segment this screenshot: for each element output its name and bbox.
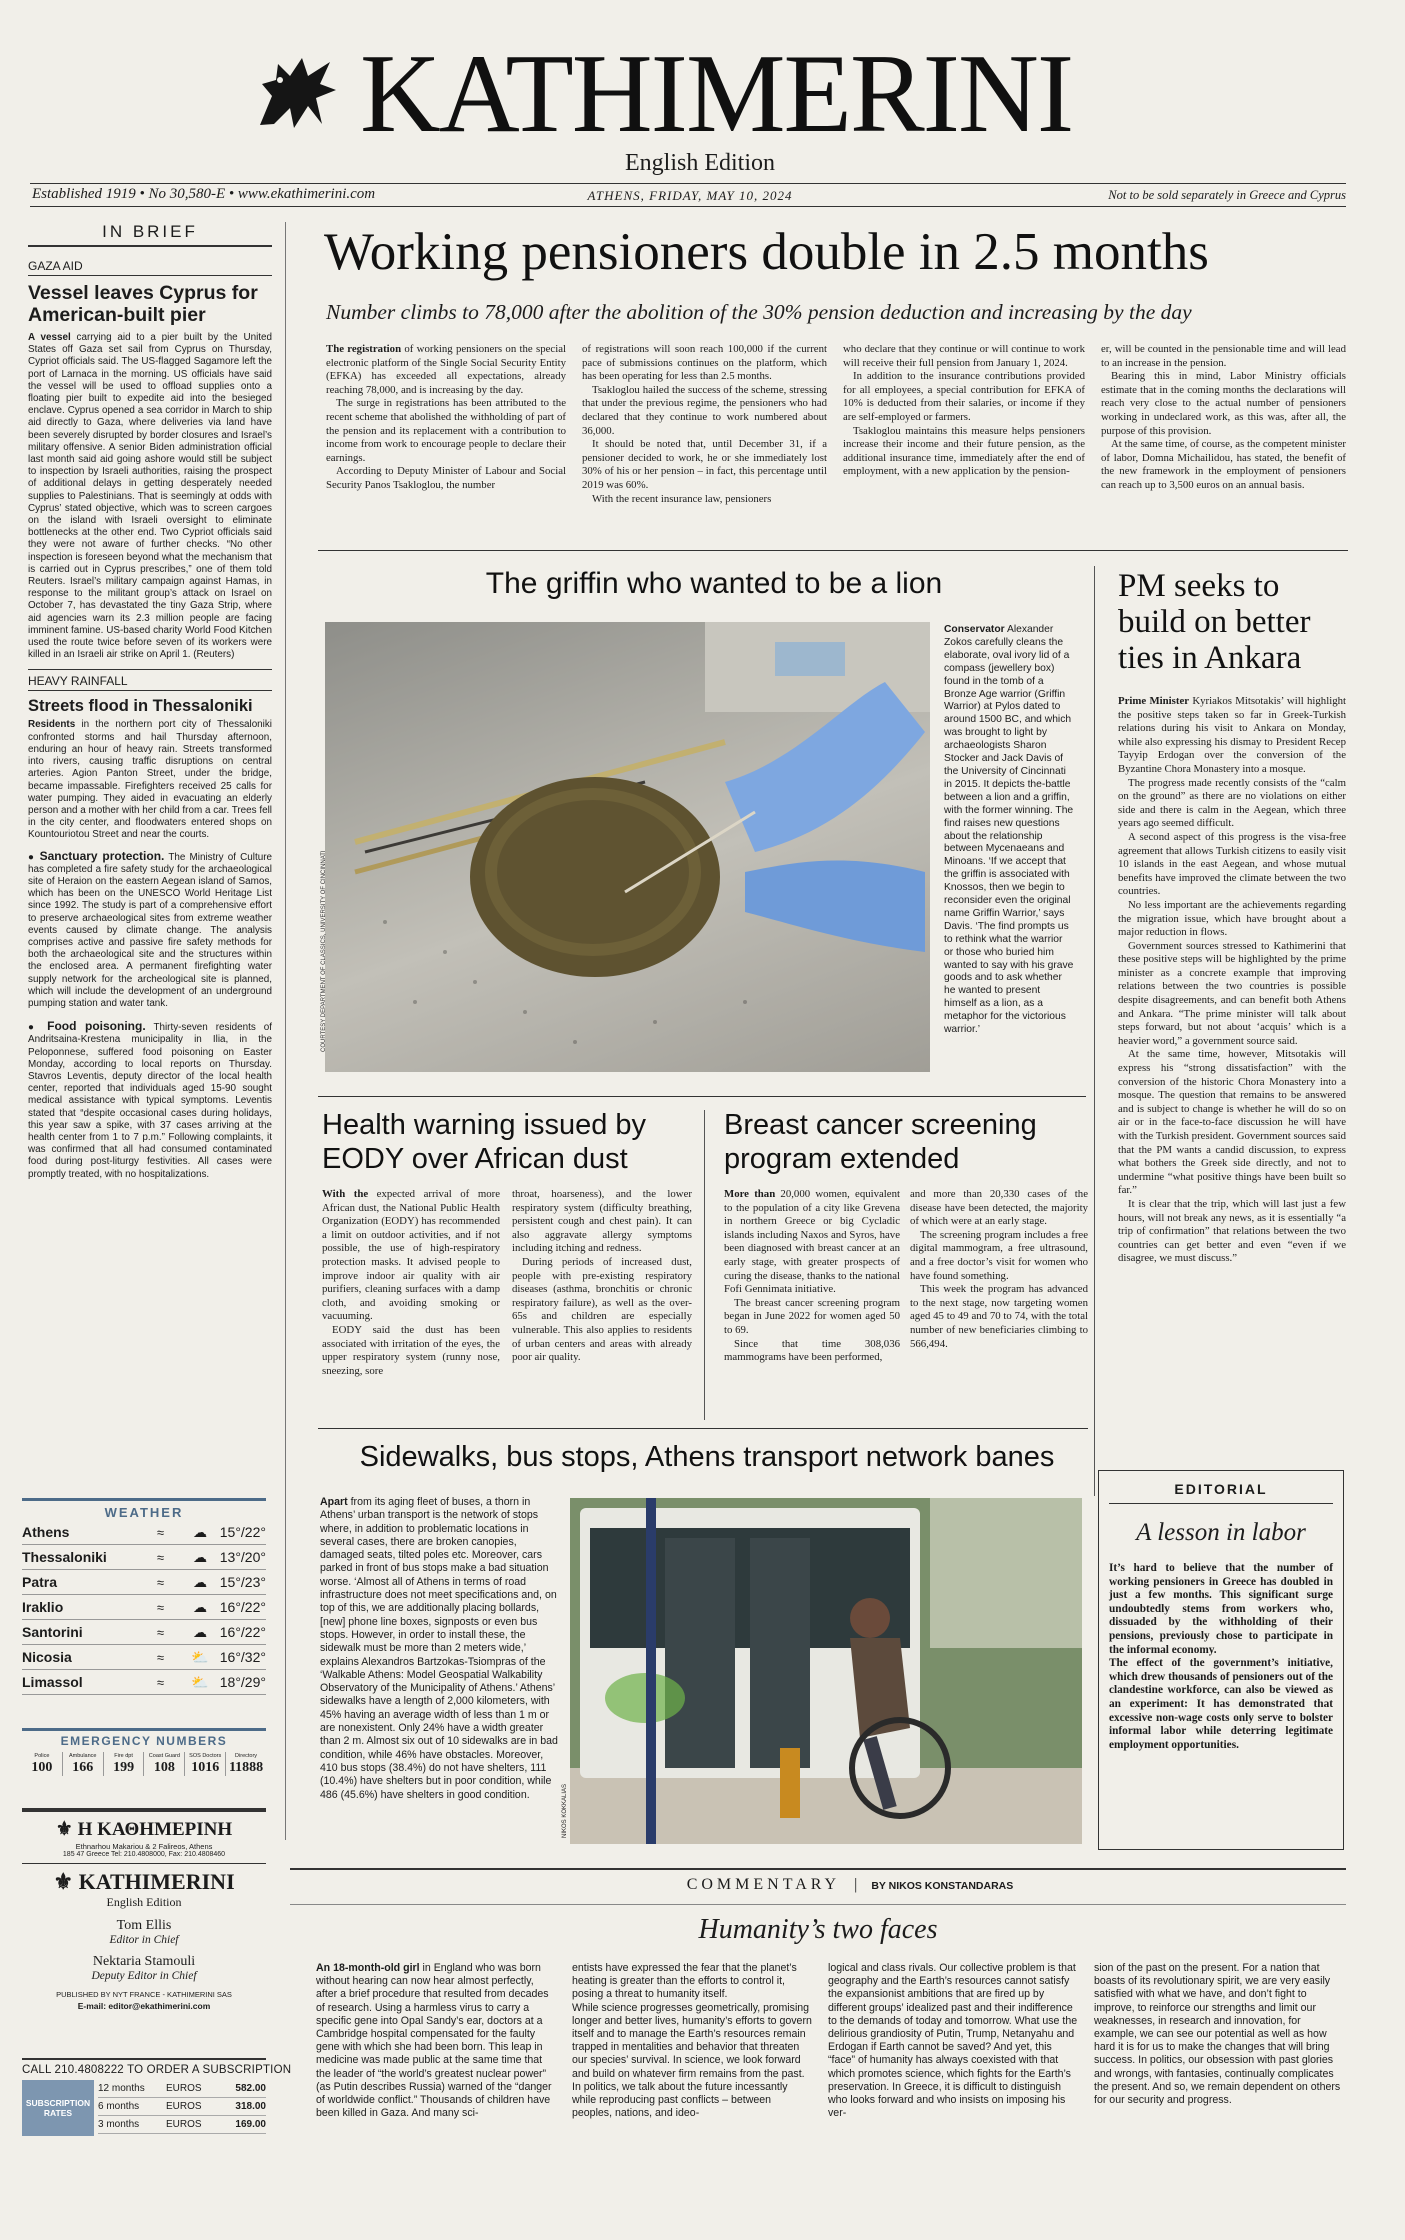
brief-tag-gaza: GAZA AID — [28, 259, 272, 276]
editorial-para-1: It’s hard to believe that the number of working pensioners in Greece has doubled in just a few months. This significant surge undoubtedly stems from workers who, dissuaded by the withholding of their pensions, previously chose to participate in the informal economy. — [1109, 1562, 1333, 1656]
wind-icon: ≈ — [156, 1524, 164, 1540]
griffin-photo — [321, 622, 930, 1072]
commentary-title: Humanity’s two faces — [698, 1914, 938, 1945]
bullet-icon: ● — [28, 851, 40, 863]
masthead — [0, 0, 1405, 210]
weather-row — [22, 1595, 266, 1620]
subscription-row — [98, 2116, 266, 2134]
emergency-label: SOS Doctors — [189, 1753, 222, 1759]
weather-row — [22, 1645, 266, 1670]
emergency-item — [184, 1752, 225, 1776]
weather-temp: 15°/23° — [219, 1574, 266, 1590]
emergency-label: Directory — [235, 1753, 258, 1759]
partly-cloudy-icon: ⛅ — [191, 1673, 209, 1690]
brief-headline-vessel: Vessel leaves Cyprus for American-built pier — [28, 282, 258, 326]
weather-city: Iraklio — [22, 1599, 64, 1615]
emergency-item — [62, 1752, 103, 1776]
emergency-number: 100 — [31, 1760, 53, 1775]
brief-tag-rain: HEAVY RAINFALL — [28, 669, 272, 691]
masthead-title: KATHIMERINI — [360, 32, 1073, 156]
weather-box — [22, 1498, 266, 1695]
wind-icon: ≈ — [156, 1574, 164, 1590]
editorial-box — [1098, 1470, 1344, 1850]
weather-temp: 15°/22° — [219, 1524, 266, 1540]
commentary-label: COMMENTARY — [686, 1876, 841, 1893]
wind-icon: ≈ — [156, 1674, 164, 1690]
wind-icon: ≈ — [156, 1599, 164, 1615]
emergency-item — [22, 1752, 62, 1776]
in-brief-header: IN BRIEF — [28, 222, 272, 247]
emergency-number: 108 — [153, 1760, 175, 1775]
wind-icon: ≈ — [156, 1649, 164, 1665]
subscription-period: 6 months — [98, 2101, 140, 2112]
in-brief-column — [28, 222, 272, 1181]
partly-cloudy-icon: ⛅ — [191, 1648, 209, 1665]
subscription-period: 12 months — [98, 2083, 145, 2094]
emergency-number: 11888 — [228, 1760, 264, 1775]
main-deck: Number climbs to 78,000 after the abolition of the 30% pension deduction and increasing by the day — [326, 300, 1192, 324]
imprint-edition: English Edition — [106, 1895, 182, 1909]
weather-city: Athens — [22, 1524, 70, 1540]
griffin-photo-illustration — [325, 622, 930, 1072]
emergency-number: 1016 — [191, 1760, 220, 1775]
weather-table — [22, 1520, 266, 1695]
sidewalks-headline: Sidewalks, bus stops, Athens transport network banes — [359, 1441, 1055, 1473]
subscription-header: CALL 210.4808222 TO ORDER A SUBSCRIPTION — [22, 2064, 292, 2076]
emergency-item — [225, 1752, 266, 1776]
subscription-box — [22, 2058, 292, 2136]
masthead-subtitle: English Edition — [625, 150, 775, 176]
weather-temp: 18°/29° — [219, 1674, 266, 1690]
subscription-currency: EUROS — [166, 2083, 202, 2094]
rain-cloud-icon: ☁ — [192, 1623, 207, 1640]
subscription-table — [98, 2080, 266, 2134]
breast-headline: Breast cancer screening program extended — [724, 1109, 1037, 1175]
dateline: ATHENS, FRIDAY, MAY 10, 2024 — [587, 188, 793, 203]
emergency-label: Coast Guard — [148, 1753, 180, 1759]
brief-story-sanctuary: ● Sanctuary protection. The Ministry of Culture has completed a fire safety study for the archaeological site of Heraion on the eastern Aegean island of Samos, which has been on the UNESCO World Heritage List since 1992. The study is part of a comprehensive effort to preserve archaeological sites from extreme weather events caused by climate change. The analysis comprises active and passive fire safety methods for both the archaeological site and the structures within the enclosed area. A permanent firefighting water supply network for the archeological site is planned, which will include the development of an underground pumping station and water tank. — [28, 848, 272, 1009]
subscription-row — [98, 2080, 266, 2098]
griffin-photo-credit: COURTESY DEPARTMENT OF CLASSICS, UNIVERSITY OF CINCINNATI — [321, 850, 327, 1052]
greek-contact: 185 47 Greece Tel: 210.4808000, Fax: 210.4808460 — [62, 1851, 226, 1858]
established-line: Established 1919 • No 30,580-E • www.ekathimerini.com — [32, 186, 376, 202]
editorial-para-2: The effect of the government’s initiative, which drew thousands of pensioners out of the clandestine workforce, can also be viewed as an experiment: It has demonstrated that excessive non-wage costs only serve to bolster informal labor while deterring legitimate employment opportunities. — [1109, 1657, 1333, 1751]
rain-cloud-icon: ☁ — [192, 1598, 207, 1615]
greek-title: ⚜ Η ΚΑΘΗΜΕΡΙΝΗ — [55, 1819, 233, 1840]
griffin-caption: Conservator Alexander Zokos carefully cleans the elaborate, oval ivory lid of a compass (jewellery box) found in the tomb of a Bronze Age warrior (Griffin Warrior) at Pylos dated to around 1500 BC, and which was brought to light by archaeologists Sharon Stocker and Jack Davis of the University of Cincinnati in 2015. It depicts the-battle between a lion and a griffin, with the former winning. The find raises new questions about the relationship between Mycenaeans and Minoans. ‘If we accept that the griffin is associated with Knossos, then we begin to reconsider even the original name Griffin Warrior,’ says Davis. ‘The find prompts us to rethink what the warrior or those who buried him wanted to say with his grave goods and to ask whether he wanted to present himself as a lion, as a metaphor for the victorious warrior.’ — [944, 624, 1074, 1036]
griffin-logo-icon — [250, 50, 342, 136]
emergency-item — [143, 1752, 184, 1776]
wind-icon: ≈ — [156, 1549, 164, 1565]
bullet-icon: ● — [28, 1022, 48, 1034]
wind-icon: ≈ — [156, 1624, 164, 1640]
weather-city: Limassol — [22, 1674, 83, 1690]
sale-notice: Not to be sold separately in Greece and Cyprus — [1108, 188, 1346, 202]
weather-city: Santorini — [22, 1624, 83, 1640]
subscription-row — [98, 2098, 266, 2116]
pm-story: Prime Minister Kyriakos Mitsotakis’ will highlight the positive steps taken so far in Greek-Turkish relations during his visit to Ankara on Monday, while also expressing his dismay to President Recep Tayyip Erdogan over the conversion of the Byzantine Chora Monastery into a mosque. The progress made recently consists of the “calm on the ground” as there are no violations on either side and there is calm in the Aegean, which three years ago seemed difficult. A second aspect of this progress is the visa-free agreement that allows Turkish citizens to easily visit 10 islands in the east Aegean, and whose mutual benefits have improved the climate between the two countries. No less important are the achievements regarding the migration issue, which have brought about a major reduction in flows. Government sources stressed to Kathimerini that these positive steps will be highlighted by the prime minister as a concrete example that improving relations between the two countries is possible despite disagreements, and can benefit both Athens and Ankara. “The prime minister will talk about steps forward, but not about ‘acquis’ which is a heavier word,” a government source said. At the same time, however, Mitsotakis will express his “strong dissatisfaction” with the conversion of the historic Chora Monastery into a mosque. The question that remains to be answered and is subject to change is whether he will do so on air or in the face-to-face discussion he will have with the Turkish president. Government sources said that the PM wants a candid discussion, to express what bothers the Greek side directly, and not to undermine “what positive things have been built so far.” It is clear that the trip, which will last just a few hours, will not break any news, as it is essentially “a trip of confirmation” that relations between the two countries can get better and even “even if we disagree, we must discuss.” — [1118, 695, 1346, 1265]
imprint-email: E-mail: editor@ekathimerini.com — [77, 2001, 211, 2011]
rain-cloud-icon: ☁ — [192, 1573, 207, 1590]
main-story: The registration of working pensioners on the special electronic platform of the Single Social Security Entity (EFKA) has exceeded all expectations, already reaching 78,000, and is increasing by the day. The surge in registrations has been attributed to the recent scheme that abolished the withholding of part of the pension and its replacement with a contribution to income from work to encourage people to declare their earnings. According to Deputy Minister of Labour and Social Security Panos Tsakloglou, the number of registrations will soon reach 100,000 if the current pace of submissions continues on the platform, which has been operating for less than 2.5 months. Tsakloglou hailed the success of the scheme, stressing that under the previous regime, the pensioners who had declared that they continue to work numbered about 36,000. It should be noted that, until December 31, if a pensioner decided to work, he or she immediately lost 30% of his or her pension – in fact, this percentage until 2019 was 60%. With the recent insurance law, pensioners who declare that they continue or will continue to work will receive their full pension from January 1, 2024. In addition to the insurance contributions provided for all employees, a special contribution for EFKA of 10% is deducted from their salaries, or income if they are self-employed or farmers. Tsakloglou maintains this measure helps pensioners increase their income and their future pension, as the additional insurance time, immediately after the end of employment, with a new application by the pension- er, will be counted in the pensionable time and will lead to an increase in the pension. Bearing this in mind, Labor Ministry officials estimate that in the coming months the declarations will reach very close to the actual number of pensioners working in undeclared work, as this was, after all, the purpose of this provision. At the same time, of course, as the competent minister of labor, Domna Michailidou, has stated, the benefit of the new framework in the employment of pensioners can reach up to 3,500 euros on an annual basis. — [326, 343, 1346, 505]
sidewalks-story: Apart from its aging fleet of buses, a thorn in Athens’ urban transport is the network of stops where, in addition to problematic locations in several cases, there are broken canopies, damaged seats, tilted poles etc. Moreover, cars parked in front of bus stops make a bad situation worse. ‘Almost all of Athens in terms of road infrastructure does not meet specifications and, on top of this, we are additionally placing bollards, [new] phone line boxes, signposts or even bus stops. However, in order to install these, the sidewalk must be more than 2 meters wide,’ explains Alexandros Bartzokas-Tsiompras of the ‘Walkable Athens: Model Geospatial Walkability Observatory of the Municipality of Athens.’ Athens’ sidewalks have a length of 2,000 kilometers, with 45% having an average width of less than 1 m or are nonexistent. Only 24% have a width greater than 2 m. Almost six out of 10 sidewalks are in bad condition, while 46% have obstacles. Moreover, 410 bus stops (38.4%) do not have shelters, 111 (10.4%) have shelters but in poor condition, while 486 (45.6%) have shelters in good condition. — [320, 1496, 558, 1801]
weather-temp: 13°/20° — [219, 1549, 266, 1565]
brief-story-vessel: A vessel carrying aid to a pier built by the United States off Gaza set sail from Cyprus on Thursday, Cypriot officials said. The US-flagged Sagamore left the port of Larnaca in the morning. US officials have said the vessel will be used to offload supplies onto a floating pier built to expedite aid into the besieged enclave. Cyprus opened a sea corridor in March to ship aid directly to Gaza, where deliveries via land have been severely disrupted by border closures and Israel’s military offensive. A senior Biden administration official last month said aid going ashore would still be subject to inspection by Israeli authorities, raising the prospect of additional delays in getting desperately needed supplies to Palestinians. That is seemingly at odds with Cyprus’ stated objective, which was to screen cargoes on the island with Israeli oversight to eliminate bottlenecks at the other end. Two Cypriot officials said they were not aware of further checks. “No other inspection is foreseen beyond what the mechanism that is carried out in Cyprus prescribes,” one of them told Reuters. Israel’s military campaign against Hamas, in response to the militant group’s attack on Israel on October 7, has devastated the tiny Gaza Strip, where aid agencies warn its 2.3 million people are facing imminent famine. US-based charity World Food Kitchen used the route twice before seven of its workers were killed in an Israeli air strike on April 1. (Reuters) — [28, 332, 272, 661]
emergency-label: Ambulance — [68, 1753, 97, 1759]
emergency-title: EMERGENCY NUMBERS — [60, 1734, 228, 1748]
commentary-byline: BY NIKOS KONSTANDARAS — [871, 1880, 1014, 1892]
imprint-title: ⚜ KATHIMERINI — [22, 1863, 266, 1895]
subscription-price: 582.00 — [235, 2083, 266, 2094]
editor-role: Editor in Chief — [109, 1934, 179, 1946]
emergency-label: Police — [34, 1753, 50, 1759]
emergency-list — [22, 1752, 266, 1776]
health-headline: Health warning issued by EODY over African dust — [322, 1109, 647, 1175]
rain-cloud-icon: ☁ — [192, 1523, 207, 1540]
deputy-role: Deputy Editor in Chief — [91, 1970, 197, 1982]
weather-row — [22, 1670, 266, 1695]
emergency-number: 199 — [113, 1760, 135, 1775]
weather-city: Thessaloniki — [22, 1549, 107, 1565]
brief-story-poisoning: ● Food poisoning. Thirty-seven residents of Andritsaina-Krestena municipality in Ilia, in the Peloponnese, suffered food poisoning on Easter Monday, according to local reports on Thursday. Stavros Leventis, deputy director of the local health center, reported that individuals aged 15-90 sought medical assistance with typical symptoms. Leventis stated that “despite occasional cases during holidays, this year saw a spike, with 37 cases arriving at the health center from 1 to 7 p.m.” Following complaints, it was confirmed that all had consumed contaminated food during post-liturgy festivities. All cases were promptly treated, with no hospitalizations. — [28, 1019, 272, 1180]
commentary-header: COMMENTARY | BY NIKOS KONSTANDARAS — [686, 1876, 1014, 1893]
subscription-currency: EUROS — [166, 2101, 202, 2112]
subscription-currency: EUROS — [166, 2119, 202, 2130]
bus-stop-illustration — [570, 1498, 1082, 1844]
publisher: PUBLISHED BY NYT FRANCE - KATHIMERINI SAS — [56, 1990, 232, 1999]
weather-title: WEATHER — [104, 1505, 184, 1520]
weather-city: Nicosia — [22, 1649, 72, 1665]
griffin-mini-icon: ⚜ — [55, 1819, 78, 1840]
greek-address: Ethnarhou Makariou & 2 Falireos, Athens — [75, 1842, 213, 1851]
weather-temp: 16°/22° — [219, 1599, 266, 1615]
emergency-item — [103, 1752, 144, 1776]
subscription-price: 169.00 — [235, 2119, 266, 2130]
editorial-header: EDITORIAL — [1109, 1481, 1333, 1504]
pm-headline: PM seeks to build on better ties in Ankara — [1118, 568, 1311, 676]
brief-story-flood: Residents in the northern port city of Thessaloniki confronted storms and hail Thursday afternoon, enduring an hour of heavy rain. Streets transformed into rivers, causing traffic disruptions on central arteries. Agion Panton Street, under the bridge, became impassable. Firefighters received 25 calls for water pumping. They aided in evacuating an elderly person and a mother with her child from a car. Trees fell in the city center, and floodwaters entered shops on Kountouriotou Street and near the courts. — [28, 719, 272, 841]
weather-temp: 16°/22° — [219, 1624, 266, 1640]
brief-headline-flood: Streets flood in Thessaloniki — [28, 697, 253, 716]
emergency-number: 166 — [72, 1760, 94, 1775]
griffin-mini-icon: ⚜ — [53, 1869, 79, 1894]
main-headline: Working pensioners double in 2.5 months — [324, 223, 1209, 281]
weather-row — [22, 1570, 266, 1595]
weather-city: Patra — [22, 1574, 58, 1590]
emergency-label: Fire dpt — [114, 1753, 133, 1759]
weather-row — [22, 1520, 266, 1545]
bus-stop-photo — [562, 1498, 1082, 1844]
rain-cloud-icon: ☁ — [192, 1548, 207, 1565]
editorial-title: A lesson in labor — [1136, 1519, 1306, 1546]
bus-photo-credit: NIKOS KOKKALIAS — [562, 1783, 568, 1838]
deputy-name: Nektaria Stamouli — [92, 1954, 196, 1969]
weather-row — [22, 1620, 266, 1645]
griffin-headline: The griffin who wanted to be a lion — [485, 567, 943, 600]
weather-row — [22, 1545, 266, 1570]
subscription-price: 318.00 — [235, 2101, 266, 2112]
subscription-label: SUBSCRIPTION RATES — [22, 2080, 94, 2136]
subscription-period: 3 months — [98, 2119, 140, 2130]
editor-name: Tom Ellis — [116, 1918, 172, 1933]
imprint-box — [22, 1808, 266, 2011]
emergency-box — [22, 1728, 266, 1776]
weather-temp: 16°/32° — [219, 1649, 266, 1665]
